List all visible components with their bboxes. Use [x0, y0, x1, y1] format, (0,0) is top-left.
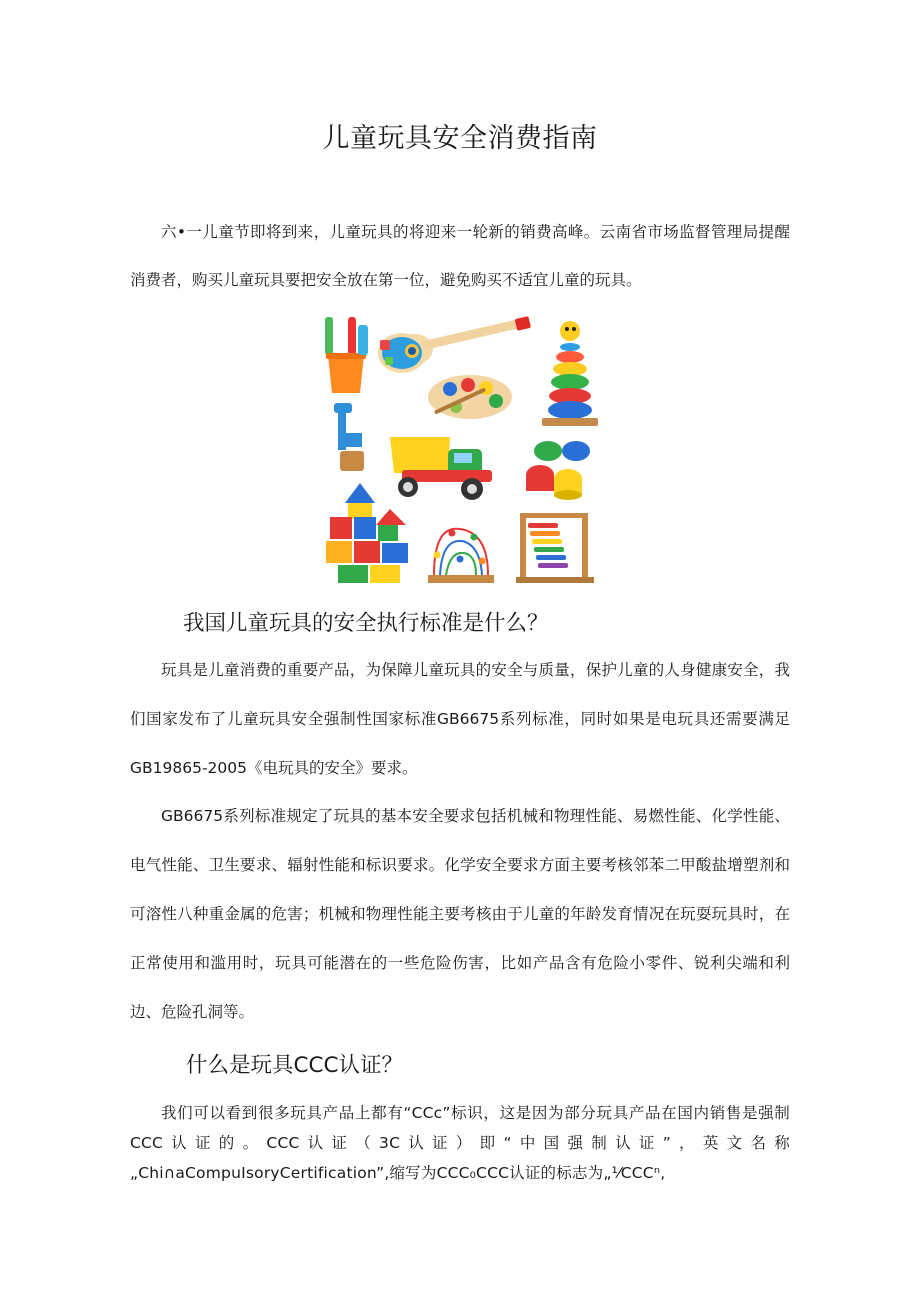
toys-collage-image: [320, 315, 600, 590]
building-blocks-icon: [326, 483, 408, 583]
paint-pots-icon: [526, 441, 590, 500]
toy-guitar-icon: [378, 316, 531, 373]
sand-bucket-icon: [325, 317, 368, 393]
standards-paragraph-1: 玩具是儿童消费的重要产品，为保障儿童玩具的安全与质量，保护儿童的人身健康安全，我们国家发布了儿童玩具安全强制性国家标准GB6675系列标准，同时如果是电玩具还需要满足GB19865-2005《电玩具的安全》要求。: [130, 661, 790, 777]
toy-truck-icon: [390, 437, 492, 500]
abacus-icon: [516, 513, 594, 583]
standards-paragraph-2: GB6675系列标准规定了玩具的基本安全要求包括机械和物理性能、易燃性能、化学性能、电气性能、卫生要求、辐射性能和标识要求。化学安全要求方面主要考核邻苯二甲酸盐增塑剂和可溶性八种重金属的危害；机械和物理性能主要考核由于儿童的年龄发育情况在玩耍玩具时，在正常使用和滥用时，玩具可能潜在的一些危险伤害，比如产品含有危险小零件、锐利尖端和利边、危险孔洞等。: [130, 807, 790, 1021]
wooden-giraffe-icon: [334, 403, 364, 471]
ring-stacker-icon: [542, 321, 598, 426]
section-heading-standards: 我国儿童玩具的安全执行标准是什么？: [183, 611, 549, 636]
ccc-paragraph-1: 我们可以看到很多玩具产品上都有“CCc”标识，这是因为部分玩具产品在国内销售是强制CCC认证的。CCC认证（3C认证）即“中国强制认证”，英文名称„Chi∩aCompuIsoryCertification”,缩写为CCC₀CCC认证的标志为„¹⁄CCCⁿ,: [130, 1104, 790, 1182]
bead-maze-icon: [428, 529, 494, 583]
intro-paragraph: 六•一儿童节即将到来，儿童玩具的将迎来一轮新的销费高峰。云南省市场监督管理局提醒消费者，购买儿童玩具要把安全放在第一位，避免购买不适宜儿童的玩具。: [130, 223, 790, 289]
paint-palette-icon: [428, 375, 512, 419]
section-heading-ccc: 什么是玩具CCC认证？: [186, 1053, 404, 1078]
page-title: 儿童玩具安全消费指南: [322, 123, 598, 154]
